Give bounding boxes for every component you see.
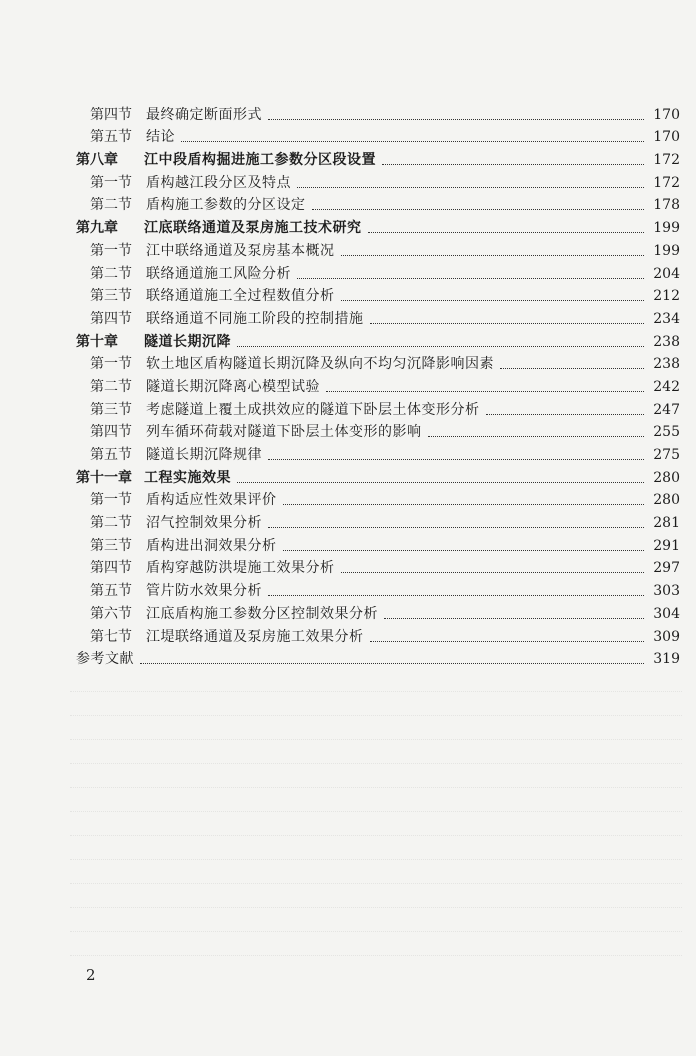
toc-entry-page: 291 [653,537,680,554]
toc-entry-label [76,197,306,213]
toc-entry-label [76,492,277,508]
toc-entry-title: 工程实施效果 [144,469,231,486]
toc-section-entry[interactable] [76,372,680,395]
toc-entry-page: 304 [653,605,680,622]
toc-entry-number: 第一节 [90,174,132,191]
toc-entry-page: 199 [653,220,680,237]
toc-entry-number: 第一节 [90,242,132,259]
toc-entry-number: 第二节 [90,197,132,214]
toc-entry-number: 第二节 [90,515,132,532]
toc-entry-label [76,606,378,622]
toc-entry-page: 234 [653,310,680,327]
toc-entry-title: 盾构越江段分区及特点 [146,174,291,191]
toc-entry-label [76,447,262,463]
toc-entry-page: 275 [653,447,680,463]
toc-entry-number: 第五节 [90,583,132,600]
toc-entry-page: 238 [653,356,680,373]
toc-entry-title: 盾构适应性效果评价 [146,492,277,509]
toc-entry-title: 沼气控制效果分析 [146,515,262,532]
dot-leader [268,594,644,596]
bleed-through-shadow [70,668,682,968]
toc-entry-label [76,266,291,282]
toc-entry-page: 247 [653,401,680,418]
toc-section-entry[interactable] [76,123,680,146]
toc-entry-title: 联络通道施工风险分析 [146,265,291,282]
toc-entry-page: 309 [653,628,680,645]
dot-leader [326,390,644,392]
toc-entry-title: 最终确定断面形式 [146,106,262,123]
toc-entry-page: 303 [653,583,680,600]
toc-entry-number: 第八章 [76,152,118,169]
toc-entry-number: 第十章 [76,333,118,350]
toc-entry-number: 第四节 [90,310,132,327]
toc-entry-title: 软土地区盾构隧道长期沉降及纵向不均匀沉降影响因素 [146,356,494,373]
dot-leader [283,503,645,505]
toc-entry-title: 江堤联络通道及泵房施工效果分析 [146,628,364,645]
dot-leader [268,458,644,460]
toc-entry-title: 联络通道不同施工阶段的控制措施 [146,310,364,327]
toc-entry-number: 第五节 [90,129,132,146]
toc-entry-title: 盾构进出洞效果分析 [146,537,277,554]
toc-entry-label [76,515,262,531]
toc-entry-title: 隧道长期沉降离心模型试验 [146,378,320,395]
toc-entry-page: 204 [653,265,680,282]
toc-entry-number: 第一节 [90,492,132,509]
toc-entry-title: 列车循环荷载对隧道下卧层土体变形的影响 [146,424,422,441]
toc-entry-label [76,175,291,191]
toc-entry-page: 212 [653,288,680,305]
toc-entry-title: 考虑隧道上覆土成拱效应的隧道下卧层土体变形分析 [146,401,480,418]
toc-entry-title: 江中段盾构掘进施工参数分区段设置 [144,152,376,169]
toc-chapter-entry[interactable] [76,145,680,168]
dot-leader [370,322,645,324]
dot-leader [500,367,644,369]
toc-entry-title: 隧道长期沉降 [144,333,231,350]
toc-entry-title: 盾构穿越防洪堤施工效果分析 [146,560,335,577]
dot-leader [297,186,644,188]
toc-entry-label [76,560,335,576]
dot-leader [237,481,644,483]
toc-entry-label [76,651,134,667]
toc-section-entry[interactable] [76,282,680,305]
toc-entry-label [76,243,335,259]
toc-entry-number: 第三节 [90,401,132,418]
dot-leader [268,526,644,528]
dot-leader [341,571,645,573]
toc-entry-number: 第四节 [90,424,132,441]
toc-entry-number: 第二节 [90,378,132,395]
toc-section-entry[interactable] [76,236,680,259]
toc-section-entry[interactable] [76,576,680,599]
toc-entry-label [76,356,494,372]
page-number: 2 [86,966,96,984]
toc-entry-label [76,334,231,350]
toc-entry-number: 第六节 [90,605,132,622]
toc-entry-page: 297 [653,560,680,577]
toc-section-entry[interactable] [76,304,680,327]
dot-leader [140,662,644,664]
toc-section-entry[interactable] [76,168,680,191]
toc-entry-number: 第五节 [90,447,132,463]
toc-entry-label [76,629,364,645]
toc-entry-label [76,129,175,145]
toc-entry-page: 319 [653,651,680,668]
toc-chapter-entry[interactable] [76,327,680,350]
toc-entry-page: 238 [653,333,680,350]
toc-entry-label [76,107,262,123]
toc-entry-title: 隧道长期沉降规律 [146,447,262,463]
toc-entry-page: 242 [653,378,680,395]
toc-entry-label [76,288,335,304]
toc-entry-number: 第四节 [90,106,132,123]
toc-entry-label [76,152,376,168]
toc-entry-label [76,538,277,554]
toc-entry-page: 281 [653,515,680,532]
toc-entry-page: 280 [653,469,680,486]
toc-section-entry[interactable] [76,486,680,509]
toc-section-entry[interactable] [76,100,680,123]
toc-entry-label [76,402,480,418]
toc-entry-page: 199 [653,242,680,259]
dot-leader [341,254,645,256]
toc-entry-page: 170 [653,106,680,123]
dot-leader [368,231,645,233]
dot-leader [283,549,645,551]
toc-entry-label [76,424,422,440]
toc-entry-title: 盾构施工参数的分区设定 [146,197,306,214]
toc-section-entry[interactable] [76,395,680,418]
toc-section-entry[interactable] [76,508,680,531]
toc-chapter-entry[interactable] [76,213,680,236]
toc-entry-number: 第十一章 [76,469,132,486]
dot-leader [384,617,644,619]
dot-leader [382,163,644,165]
toc-entry-title: 结论 [146,129,175,146]
toc-entry-number: 第一节 [90,356,132,373]
toc-entry-label [76,379,320,395]
dot-leader [428,435,645,437]
dot-leader [370,640,645,642]
dot-leader [312,208,645,210]
toc-section-entry[interactable] [76,440,680,463]
toc-entry-number: 第四节 [90,560,132,577]
table-of-contents [76,100,680,667]
toc-section-entry[interactable] [76,531,680,554]
toc-entry-page: 178 [653,197,680,214]
dot-leader [181,140,644,142]
toc-entry-page: 172 [653,174,680,191]
toc-entry-page: 255 [653,424,680,441]
toc-entry-page: 170 [653,129,680,146]
dot-leader [486,413,645,415]
toc-section-entry[interactable] [76,350,680,373]
toc-entry-title: 参考文献 [76,651,134,668]
toc-entry-title: 江底联络通道及泵房施工技术研究 [144,220,362,237]
toc-entry-label [76,220,362,236]
toc-section-entry[interactable] [76,418,680,441]
dot-leader [237,345,644,347]
toc-section-entry[interactable] [76,191,680,214]
toc-entry-label [76,311,364,327]
toc-entry-title: 江中联络通道及泵房基本概况 [146,242,335,259]
toc-entry-number: 第二节 [90,265,132,282]
toc-chapter-entry[interactable] [76,463,680,486]
toc-section-entry[interactable] [76,599,680,622]
toc-entry-page: 172 [653,152,680,169]
toc-section-entry[interactable] [76,554,680,577]
dot-leader [341,299,645,301]
dot-leader [268,118,644,120]
toc-entry-label [76,583,262,599]
dot-leader [297,277,644,279]
toc-entry-title: 联络通道施工全过程数值分析 [146,288,335,305]
toc-entry-number: 第九章 [76,220,118,237]
toc-section-entry[interactable] [76,259,680,282]
toc-references-entry[interactable] [76,645,680,668]
toc-entry-number: 第三节 [90,288,132,305]
toc-entry-page: 280 [653,492,680,509]
toc-section-entry[interactable] [76,622,680,645]
toc-entry-label [76,470,231,486]
toc-entry-number: 第三节 [90,537,132,554]
toc-entry-number: 第七节 [90,628,132,645]
toc-entry-title: 管片防水效果分析 [146,583,262,600]
toc-entry-title: 江底盾构施工参数分区控制效果分析 [146,605,378,622]
